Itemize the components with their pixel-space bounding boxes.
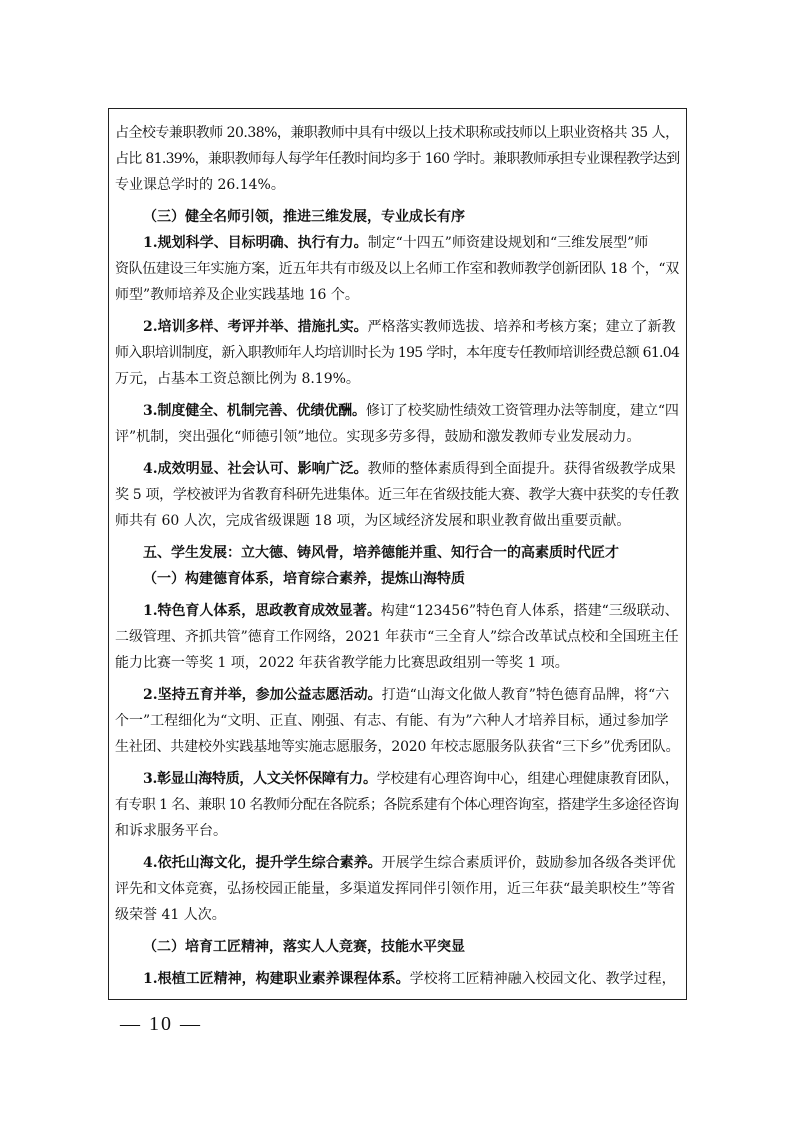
body-text: 万元，占基本工资总额比例为 8.19%。 (115, 371, 360, 387)
bold-heading-text: 2.坚持五育并举，参加公益志愿活动。 (143, 687, 382, 703)
body-text: 有专职 1 名、兼职 10 名教师分配在各院系；各院系建有个体心理咨询室，搭建学生多途径咨询 (115, 797, 679, 813)
body-text: 教师的整体素质得到全面提升。获得省级教学成果 (367, 461, 676, 477)
text-line (115, 738, 679, 756)
bold-heading-text: 3.制度健全、机制完善、优绩优酬。 (143, 403, 366, 419)
text-line (143, 770, 679, 788)
body-text: 师入职培训制度，新入职教师年人均培训时长为 195 学时，本年度专任教师培训经费总额 61.04 (115, 345, 680, 361)
bold-heading-text: 1.根植工匠精神，构建职业素养课程体系。 (143, 971, 410, 987)
bold-heading-text: 4.依托山海文化，提升学生综合素养。 (143, 855, 382, 871)
text-line (143, 402, 679, 420)
text-line (115, 176, 285, 194)
text-line (143, 318, 676, 336)
bold-heading-text: 4.成效明显、社会认可、影响广泛。 (143, 461, 368, 477)
text-line (143, 234, 648, 252)
body-text: 学校建有心理咨询中心，组建心理健康教育团队， (376, 771, 679, 787)
body-text: 制定“十四五”师资建设规划和“三维发展型”师 (367, 235, 649, 251)
text-line (115, 124, 679, 142)
text-line (143, 938, 465, 956)
text-line (115, 370, 360, 388)
text-line (115, 654, 569, 672)
bold-heading-text: 1.特色育人体系，思政教育成效显著。 (143, 603, 381, 619)
text-line (115, 796, 679, 814)
body-text: 个一”工程细化为“文明、正直、刚强、有志、有能、有为”六种人才培养目标，通过参加学 (115, 713, 669, 729)
body-text: 级荣誉 41 人次。 (115, 907, 226, 923)
text-line (143, 854, 676, 872)
body-text: 严格落实教师选拔、培养和考核方案；建立了新教 (367, 319, 676, 335)
body-text: 学校将工匠精神融入校园文化、教学过程， (409, 971, 676, 987)
text-line (115, 150, 679, 168)
page-number: — 10 — (120, 1013, 202, 1035)
bold-heading-text: 1.规划科学、目标明确、执行有力。 (143, 235, 368, 251)
text-line (115, 260, 679, 278)
body-text: 师型”教师培养及企业实践基地 16 个。 (115, 287, 359, 303)
body-text: 占比 81.39%，兼职教师每人每学年任教时间均多于 160 学时。兼职教师承担专业课程教学达到 (115, 151, 680, 167)
body-text: 奖 5 项，学校被评为省教育科研先进集体。近三年在省级技能大赛、教学大赛中获奖的专任教 (115, 487, 679, 503)
text-line (143, 686, 669, 704)
bold-heading-text: （二）培育工匠精神，落实人人竞赛，技能水平突显 (143, 939, 465, 955)
body-text: 专业课总学时的 26.14%。 (115, 177, 285, 193)
text-line (115, 344, 679, 362)
text-line (143, 570, 465, 588)
bold-heading-text: （一）构建德育体系，培育综合素养，提炼山海特质 (143, 571, 465, 587)
text-line (143, 208, 465, 226)
body-text: 评先和文体竞赛，弘扬校园正能量，多渠道发挥同伴引领作用，近三年获“最美职校生”等省 (115, 881, 676, 897)
body-text: 修订了校奖励性绩效工资管理办法等制度，建立“四 (365, 403, 679, 419)
bold-heading-text: 2.培训多样、考评并举、措施扎实。 (143, 319, 368, 335)
body-text: 构建“123456”特色育人体系，搭建“三级联动、 (380, 603, 679, 619)
text-line (143, 602, 679, 620)
text-line (115, 712, 668, 730)
body-text: 二级管理、齐抓共管”德育工作网络，2021 年获市“三全育人”综合改革试点校和全国班主任 (115, 629, 679, 645)
text-line (143, 544, 619, 562)
bold-heading-text: （三）健全名师引领，推进三维发展，专业成长有序 (143, 209, 465, 225)
text-line (115, 906, 226, 924)
bold-heading-text: 3.彰显山海特质，人文关怀保障有力。 (143, 771, 377, 787)
text-line (115, 822, 227, 840)
body-text: 能力比赛一等奖 1 项，2022 年获省教学能力比赛思政组别一等奖 1 项。 (115, 655, 569, 671)
bold-heading-text: 五、学生发展：立大德、铸风骨，培养德能并重、知行合一的高素质时代匠才 (143, 545, 619, 561)
body-text: 和诉求服务平台。 (115, 823, 227, 839)
body-text: 生社团、共建校外实践基地等实施志愿服务，2020 年校志愿服务队获省“三下乡”优秀团队。 (115, 739, 680, 755)
text-line (115, 428, 640, 446)
body-text: 师共有 60 人次，完成省级课题 18 项，为区域经济发展和职业教育做出重要贡献。 (115, 513, 631, 529)
body-text: 资队伍建设三年实施方案，近五年共有市级及以上名师工作室和教师教学创新团队 18 个，“双 (115, 261, 679, 277)
text-line (115, 512, 630, 530)
text-line (115, 880, 675, 898)
body-text: 打造“山海文化做人教育”特色德育品牌，将“六 (381, 687, 670, 703)
body-text: 评”机制，突出强化“师德引领”地位。实现多劳多得，鼓励和激发教师专业发展动力。 (115, 429, 641, 445)
body-text: 占全校专兼职教师 20.38%，兼职教师中具有中级以上技术职称或技师以上职业资格共 35 人， (115, 125, 679, 141)
text-line (143, 460, 676, 478)
text-line (143, 970, 676, 988)
text-line (115, 628, 679, 646)
body-text: 开展学生综合素质评价，鼓励参加各级各类评优 (381, 855, 676, 871)
text-line (115, 286, 359, 304)
text-line (115, 486, 679, 504)
